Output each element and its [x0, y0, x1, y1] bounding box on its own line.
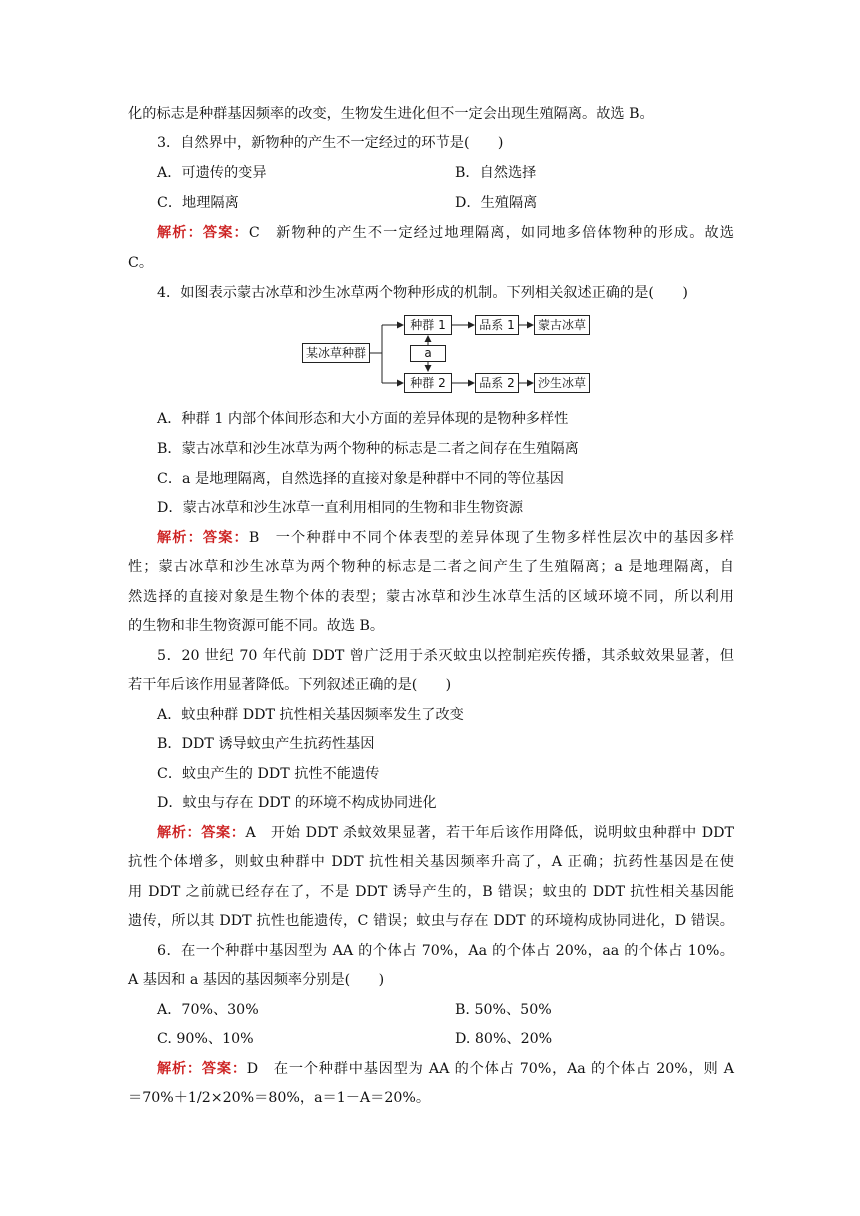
option-3a: A．可遗传的变异: [157, 165, 267, 181]
question-4: 4．如图表示蒙古冰草和沙生冰草两个物种形成的机制。下列相关叙述正确的是( ): [157, 285, 688, 301]
answer-4: [157, 528, 734, 548]
question-6: 6．在一个种群中基因型为 AA 的个体占 70%，Aa 的个体占 20%，aa 的个体占 10%。: [157, 943, 734, 959]
option-4a: A．种群 1 内部个体间形态和大小方面的差异体现的是物种多样性: [157, 411, 569, 427]
answer-6-cont: ＝70%＋1/2×20%＝80%，a＝1－A＝20%。: [128, 1090, 431, 1106]
origin-population-box: 某冰草种群: [302, 343, 370, 363]
answer-label: 解析：答案：: [157, 825, 246, 841]
question-5-cont: 若干年后该作用显著降低。下列叙述正确的是( ): [128, 677, 452, 693]
speciation-diagram: [300, 311, 600, 397]
question-3: 3．自然界中，新物种的产生不一定经过的环节是( ): [157, 135, 504, 151]
answer-6: [157, 1059, 734, 1079]
answer-label: 解析：答案：: [157, 1061, 247, 1077]
answer-3: [157, 223, 734, 243]
population-2-box: 种群 2: [404, 373, 452, 393]
population-1-box: 种群 1: [404, 315, 452, 335]
question-6-cont: A 基因和 a 基因的基因频率分别是( ): [128, 972, 385, 988]
strain-2-box: 品系 2: [475, 373, 519, 393]
answer-text: A 开始 DDT 杀蚊效果显著，若干年后该作用降低，说明蚊虫种群中 DDT: [245, 825, 734, 841]
option-6a: A．70%、30%: [157, 1002, 259, 1018]
answer-label: 解析：答案：: [157, 225, 249, 241]
answer-3-cont: C。: [128, 255, 154, 271]
answer-5: [157, 823, 734, 843]
answer-text: D 在一个种群中基因型为 AA 的个体占 70%，Aa 的个体占 20%，则 A: [246, 1061, 734, 1077]
option-5c: C．蚊虫产生的 DDT 抗性不能遗传: [157, 766, 380, 782]
isolation-a-box: a: [410, 345, 446, 362]
answer-label: 解析：答案：: [157, 530, 249, 546]
answer-4-cont: 的生物和非生物资源可能不同。故选 B。: [128, 618, 385, 634]
option-6d: D. 80%、20%: [455, 1031, 553, 1047]
option-5d: D．蚊虫与存在 DDT 的环境不构成协同进化: [157, 795, 437, 811]
strain-1-box: 品系 1: [475, 315, 519, 335]
option-4d: D．蒙古冰草和沙生冰草一直利用相同的生物和非生物资源: [157, 500, 524, 516]
text-line: 化的标志是种群基因频率的改变，生物发生进化但不一定会出现生殖隔离。故选 B。: [128, 106, 654, 122]
option-6c: C. 90%、10%: [157, 1031, 254, 1047]
answer-text: C 新物种的产生不一定经过地理隔离，如同地多倍体物种的形成。故选: [248, 225, 734, 241]
question-5: 5．20 世纪 70 年代前 DDT 曾广泛用于杀灭蚊虫以控制疟疾传播，其杀蚊效果显著，但: [157, 648, 734, 664]
option-5b: B．DDT 诱导蚊虫产生抗药性基因: [157, 736, 375, 752]
option-4b: B．蒙古冰草和沙生冰草为两个物种的标志是二者之间存在生殖隔离: [157, 441, 579, 457]
answer-text: B 一个种群中不同个体表型的差异体现了生物多样性层次中的基因多样: [248, 530, 734, 546]
answer-5-cont: 用 DDT 之前就已经存在了，不是 DDT 诱导产生的，B 错误；蚊虫的 DDT 抗性相关基因能: [128, 884, 734, 900]
option-4c: C．a 是地理隔离，自然选择的直接对象是种群中不同的等位基因: [157, 471, 564, 487]
sand-wheatgrass-box: 沙生冰草: [534, 373, 590, 393]
option-3c: C．地理隔离: [157, 195, 239, 211]
answer-5-cont: 抗性个体增多，则蚊虫种群中 DDT 抗性相关基因频率升高了，A 正确；抗药性基因是在使: [128, 854, 734, 870]
option-5a: A．蚊虫种群 DDT 抗性相关基因频率发生了改变: [157, 707, 464, 723]
mongolian-wheatgrass-box: 蒙古冰草: [534, 315, 590, 335]
option-6b: B. 50%、50%: [455, 1002, 552, 1018]
answer-4-cont: 性；蒙古冰草和沙生冰草为两个物种的标志是二者之间产生了生殖隔离；a 是地理隔离，自: [128, 559, 734, 575]
option-3b: B．自然选择: [455, 165, 537, 181]
option-3d: D．生殖隔离: [455, 195, 538, 211]
answer-5-cont: 遗传，所以其 DDT 抗性也能遗传，C 错误；蚊虫与存在 DDT 的环境构成协同进化，D 错误。: [128, 913, 734, 929]
answer-4-cont: 然选择的直接对象是生物个体的表型；蒙古冰草和沙生冰草生活的区域环境不同，所以利用: [128, 589, 734, 605]
